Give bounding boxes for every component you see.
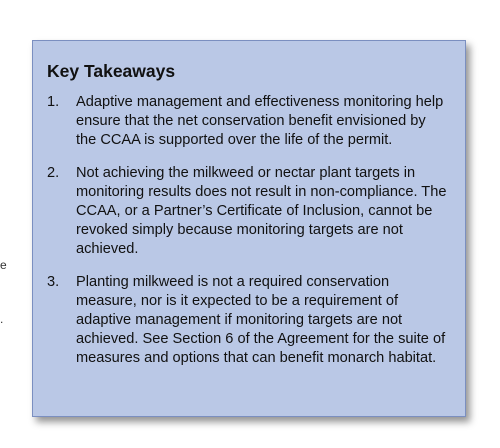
cropped-text-fragment: . [0,312,4,326]
list-item [47,93,449,151]
item-text: Adaptive management and effectiveness monitoring help ensure that the net conservation benefit envisioned by the CCAA is supported over the life of the permit. [76,94,444,149]
cropped-text-fragment: e [0,258,7,272]
item-number: 3. [47,273,60,290]
item-text: Planting milkweed is not a required conservation measure, nor is it expected to be a requirement of adaptive management if monitoring targets are not achieved. See Section 6 of the Agreement for the suite of measures and options that can benefit monarch habitat. [76,273,446,367]
list-item [47,273,449,369]
item-text: Not achieving the milkweed or nectar plant targets in monitoring results does not result in non-compliance. The CCAA, or a Partner’s Certificate of Inclusion, cannot be revoked simply because monitoring targets are not achieved. [76,164,447,258]
callout-title: Key Takeaways [47,61,176,81]
list-item [47,164,449,260]
key-takeaways-box [32,40,466,417]
item-number: 2. [47,164,60,181]
item-number: 1. [47,94,60,110]
